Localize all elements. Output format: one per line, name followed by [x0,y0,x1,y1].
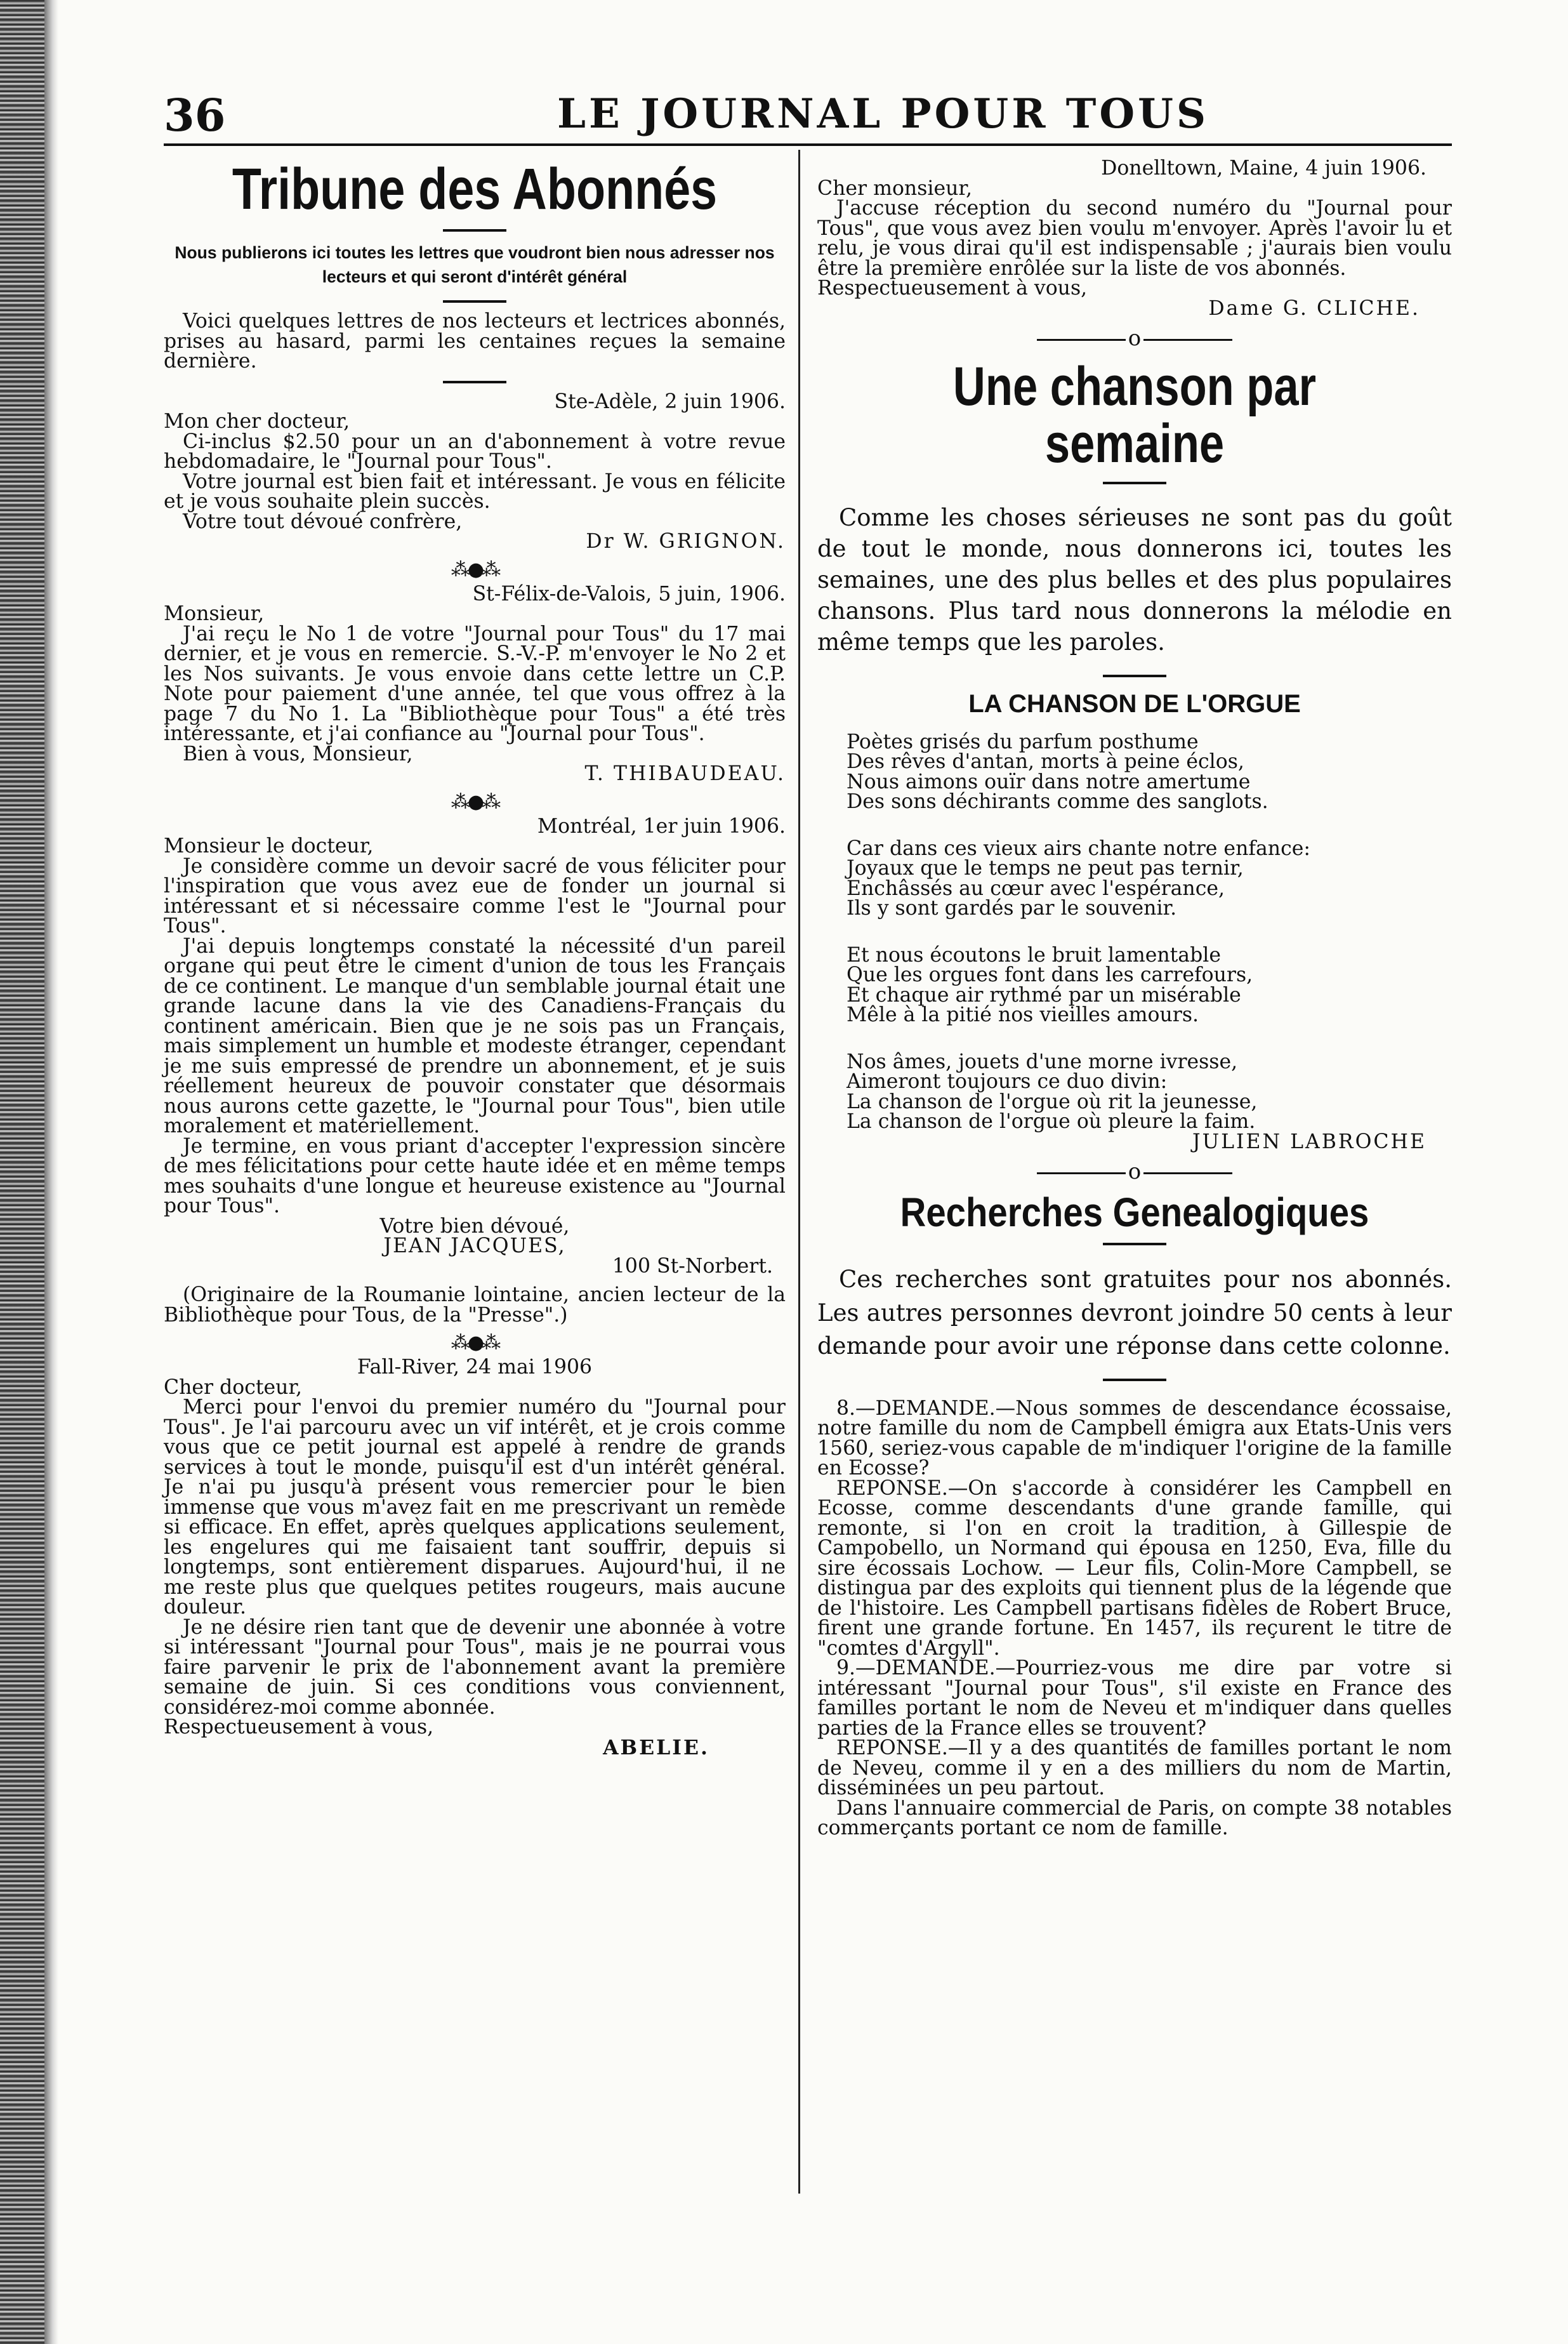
letter-closing: Votre tout dévoué confrère, [183,510,463,533]
section-divider: o [817,1161,1452,1182]
letter-thibaudeau [164,582,786,786]
letter-rule [443,381,506,383]
letter-closing: Bien à vous, Monsieur, [183,742,413,765]
chanson-title: Une chanson par semaine [952,356,1317,475]
page-number: 36 [164,89,226,142]
letter-jacques [164,814,786,1327]
letter-signature: ABELIE. [603,1735,709,1759]
song-title: LA CHANSON DE L'ORGUE [968,689,1301,718]
song-verse [847,839,1452,919]
title-rule [443,229,506,232]
page-header [164,89,1452,152]
letter-grignon [164,392,786,552]
letter-salute: Mon cher docteur, [164,410,350,434]
letter-paragraph: J'accuse réception du second numéro du "Journal pour Tous", que vous avez bien voulu m'envoyer. Après l'avoir lu et relu, je vous dirai qu'il est indispensable ; j'aurais bien voulu être la première enrôlée sur la liste de vos abonnés. [817,197,1452,280]
verse-line: Joyaux que le temps ne peut pas ternir, [847,857,1244,880]
letter-signature: JEAN JACQUES, [383,1235,566,1258]
left-column [164,159,786,1758]
song-verse [847,1052,1452,1132]
intro-rule [1103,675,1166,677]
letter-place: St-Félix-de-Valois, 5 juin, 1906. [472,582,786,606]
verse-line: Aimeront toujours ce duo divin: [847,1070,1168,1094]
tribune-title: Tribune des Abonnés [232,157,718,222]
intro-rule [1103,1379,1166,1381]
notice-rule [443,300,506,303]
verse-line: Car dans ces vieux airs chante notre enfance: [847,837,1310,860]
letter-salute: Monsieur, [164,602,265,626]
title-rule [1103,1243,1166,1245]
section-divider: o [817,328,1452,349]
letter-paragraph: Ci-inclus $2.50 pour un an d'abonnement à votre revue hebdomadaire, le "Journal pour Tous". [164,430,786,473]
chanson-intro: Comme les choses sérieuses ne sont pas du goût de tout le monde, nous donnerons ici, toutes les semaines, une des plus belles et des plus populaires chansons. Plus tard nous donnerons la mélodie en même temps que les paroles. [817,503,1452,656]
letter-signature: Dr W. GRIGNON. [586,530,786,553]
verse-line: Des sons déchirants comme des sanglots. [847,790,1268,814]
letter-place: Fall-River, 24 mai 1906 [357,1356,593,1379]
verse-line: Et chaque air rythmé par un misérable [847,983,1241,1007]
page-binding-shadow [44,0,58,2344]
song-verse [847,732,1452,812]
verse-line: Enchâssés au cœur avec l'espérance, [847,877,1225,900]
letter-paragraph: Merci pour l'envoi du premier numéro du "Journal pour Tous". Je l'ai parcouru avec un vif intérêt, et je crois comme vous que ce petit journal est appelé à rendre de grands services à tout le monde, puisqu'il est d'un intérêt général. Je n'ai pu jusqu'à présent vous remercier pour le bien immense que vous m'avez fait en me prescrivant un remède si efficace. En effet, après quelques applications seulement, les engelures qui me faisaient tant souffrir, depuis si longtemps, sont entièrement disparues. Aujourd'hui, il ne me reste plus que quelques petites rougeurs, mais aucune douleur. [164,1396,786,1619]
recherches-intro: Ces recherches sont gratuites pour nos abonnés. Les autres personnes devront joindre 50 cents à leur demande pour avoir une réponse dans cette colonne. [817,1266,1452,1360]
letter-salute: Monsieur le docteur, [164,835,374,858]
letter-signature: Dame G. CLICHE. [1208,296,1420,320]
letter-place: Montréal, 1er juin 1906. [537,814,786,838]
verse-line: Et nous écoutons le bruit lamentable [847,943,1221,967]
letter-closing: Votre bien dévoué, [379,1214,570,1238]
letter-paragraph: J'ai reçu le No 1 de votre "Journal pour Tous" du 17 mai dernier, et je vous en remercie. S.-V.-P. m'envoyer le No 2 et les Nos suivants. Je vous envoie dans cette lettre un C.P. Note pour paiement d'une année, tel que vous offrez à la page 7 du No 1. La "Bibliothèque pour Tous" a été très intéressante, et j'ai confiance au "Journal pour Tous". [164,622,786,746]
page-binding-edge [0,0,44,2344]
verse-line: Des rêves d'antan, morts à peine éclos, [847,750,1244,774]
letter-salute: Cher monsieur, [817,176,973,200]
verse-line: Ils y sont gardés par le souvenir. [847,897,1177,920]
journal-title: LE JOURNAL POUR TOUS [557,90,1209,138]
right-column [817,159,1452,1839]
letter-paragraph: J'ai depuis longtemps constaté la nécessité d'un pareil organe qui peut être le ciment d'union de tous les Français de ce continent. Le manque d'un semblable journal était une grande lacune dans la vie des Canadiens-Français du continent américain. Bien que je ne sois pas un Français, mais simplement un humble et modeste étranger, cependant je me suis empressé de prendre un abonnement, et je suis réellement heureux de pouvoir constater que désormais nous aurons cette gazette, le "Journal pour Tous", bien utile moralement et matériellement. [164,934,786,1138]
ornament-divider: ⁂●⁂ [451,1332,499,1354]
letter-signature: T. THIBAUDEAU. [584,762,786,786]
letter-closing: Respectueusement à vous, [164,1716,434,1739]
verse-line: Nous aimons ouïr dans notre amertume [847,770,1251,793]
reponse-9-cont: Dans l'annuaire commercial de Paris, on compte 38 notables commerçants portant ce nom de famille. [817,1796,1452,1840]
title-rule [1103,482,1166,484]
letter-salute: Cher docteur, [164,1375,303,1399]
column-divider [798,150,800,2194]
verse-line: Que les orgues font dans les carrefours, [847,963,1253,987]
letter-note: (Originaire de la Roumanie lointaine, ancien lecteur de la Bibliothèque pour Tous, de la "Presse".) [164,1283,786,1327]
song-author: JULIEN LABROCHE [1192,1130,1426,1153]
verse-line: La chanson de l'orgue où pleure la faim. [847,1110,1256,1134]
reponse-9: REPONSE.—Il y a des quantités de familles portant le nom de Neveu, comme il y en a des milliers du nom de Martin, disséminées un peu partout. [817,1737,1452,1800]
header-rule [164,143,1452,146]
demande-9: 9.—DEMANDE.—Pourriez-vous me dire par votre si intéressant "Journal pour Tous", s'il existe en France des familles portant le nom de Neveu et m'indiquer dans quelles parties de la France elles se trouvent? [817,1657,1452,1740]
verse-line: Poètes grisés du parfum posthume [847,730,1199,753]
tribune-notice: Nous publierons ici toutes les lettres que voudront bien nous adresser nos lecteurs et qui seront d'intérêt général [175,242,775,287]
letter-closing: Respectueusement à vous, [817,277,1088,300]
letter-place: Ste-Adèle, 2 juin 1906. [554,390,786,413]
letter-address: 100 St-Norbert. [612,1254,773,1278]
tribune-intro: Voici quelques lettres de nos lecteurs et lectrices abonnés, prises au hasard, parmi les centaines reçues la semaine dernière. [164,310,786,373]
verse-line: Nos âmes, jouets d'une morne ivresse, [847,1050,1238,1073]
letter-abelie [164,1358,786,1758]
letter-paragraph: Votre journal est bien fait et intéressant. Je vous en félicite et je vous souhaite plein succès. [164,470,786,513]
recherches-title: Recherches Genealogiques [900,1189,1369,1236]
ornament-divider: ⁂●⁂ [451,558,499,581]
ornament-divider: ⁂●⁂ [451,790,499,813]
reponse-8: REPONSE.—On s'accorde à considérer les Campbell en Ecosse, comme descendants d'une grande famille, qui remonte, si l'on en croit la tradition, à Gillespie de Campobello, un Normand qui épousa en 1250, Eva, fille du sire écossais Lochow. — Leur fils, Colin-More Campbell, se distingua par des exploits qui tiennent plus de la légende que de l'histoire. Les Campbell partisans fidèles de Robert Bruce, firent une grande fortune. En 1457, ils reçurent le titre de "comtes d'Argyll". [817,1476,1452,1660]
verse-line: Mêle à la pitié nos vieilles amours. [847,1003,1199,1027]
letter-paragraph: Je termine, en vous priant d'accepter l'expression sincère de mes félicitations pour cette haute idée et en même temps mes souhaits d'une longue et heureuse existence au "Journal pour Tous". [164,1134,786,1218]
song-verse [847,943,1452,1027]
letter-paragraph: Je considère comme un devoir sacré de vous féliciter pour l'inspiration que vous avez eue de fonder un journal si intéressant et si nécessaire comme l'est le "Journal pour Tous". [164,854,786,938]
letter-cliche [817,159,1452,319]
letter-paragraph: Je ne désire rien tant que de devenir une abonnée à votre si intéressant "Journal pour Tous", mais je ne pourrai vous faire parvenir le prix de l'abonnement avant la première semaine de juin. Si ces conditions vous conviennent, considérez-moi comme abonnée. [164,1615,786,1719]
letter-place: Donelltown, Maine, 4 juin 1906. [1101,157,1426,180]
verse-line: La chanson de l'orgue où rit la jeunesse, [847,1090,1258,1113]
demande-8: 8.—DEMANDE.—Nous sommes de descendance écossaise, notre famille du nom de Campbell émigra aux Etats-Unis vers 1560, seriez-vous capable de m'indiquer l'origine de la famille en Ecosse? [817,1396,1452,1480]
